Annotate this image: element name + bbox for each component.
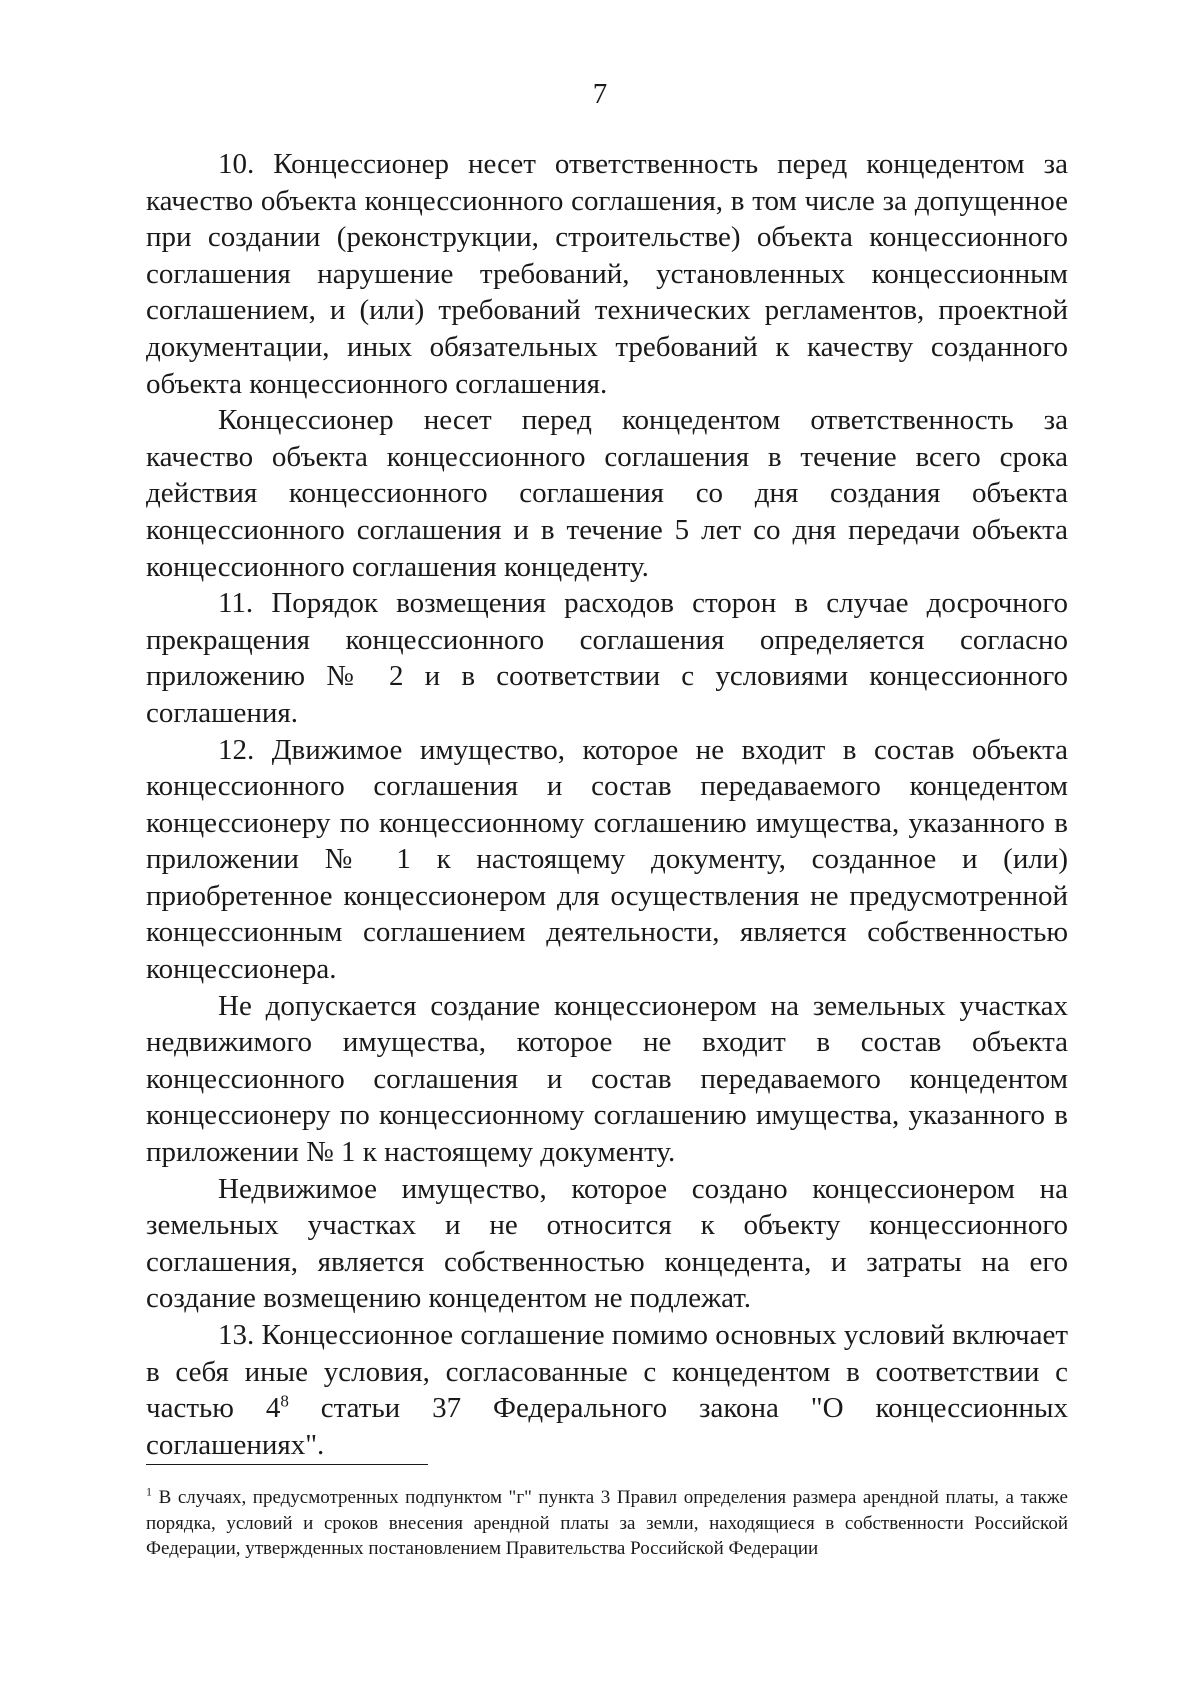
page-number: 7 — [592, 78, 608, 110]
paragraph-10: 10. Концессионер несет ответственность перед концедентом за качество объекта концессионного соглашения, в том числе за допущенное при создании (реконструкции, строительстве) объекта концессионного соглашения нарушение требований, установленных концессионным соглашением, и (или) требований технических регламентов, проектной документации, иных обязательных требований к качеству созданного объекта концессионного соглашения. — [146, 148, 1068, 400]
footnote-mark: 1 — [146, 1484, 152, 1499]
paragraph-13-text-end: статьи 37 Федерального закона "О концессионных соглашениях". — [146, 1392, 1068, 1461]
paragraph-13 — [146, 1317, 1068, 1463]
document-body — [146, 146, 1068, 1463]
footnote — [146, 1485, 1068, 1562]
paragraph-12-continuation-b: Недвижимое имущество, которое создано концессионером на земельных участках и не относится к объекту концессионного соглашения, является собственностью концедента, и затраты на его создание возмещению концедентом не подлежат. — [146, 1172, 1068, 1315]
paragraph-11: 11. Порядок возмещения расходов сторон в случае досрочного прекращения концессионного соглашения определяется согласно приложению № 2 и в соответствии с условиями концессионного соглашения. — [146, 587, 1068, 729]
footnote-divider — [146, 1464, 428, 1465]
paragraph-12: 12. Движимое имущество, которое не входит в состав объекта концессионного соглашения и состав передаваемого концедентом концессионеру по концессионному соглашению имущества, указанного в приложении № 1 к настоящему документу, созданное и (или) приобретенное концессионером для осуществления не предусмотренной концессионным соглашением деятельности, является собственностью концессионера. — [146, 733, 1068, 986]
paragraph-12-continuation-a: Не допускается создание концессионером на земельных участках недвижимого имущества, которое не входит в состав объекта концессионного соглашения и состав передаваемого концедентом концессионеру по концессионному соглашению имущества, указанного в приложении № 1 к настоящему документу. — [146, 989, 1068, 1169]
paragraph-13-text-start: 13. Концессионное соглашение помимо основных условий включает в себя иные условия, согласованные с концедентом в соответствии с частью 4 — [146, 1319, 1068, 1425]
footnote-text: В случаях, предусмотренных подпунктом "г" пункта 3 Правил определения размера арендной платы, а также порядка, условий и сроков внесения арендной платы за земли, находящиеся в собственности Российской Федерации, утвержденных постановлением Правительства Российской Федерации — [146, 1487, 1068, 1559]
superscript-index: 8 — [280, 1391, 289, 1411]
paragraph-10-continuation: Концессионер несет перед концедентом ответственность за качество объекта концессионного соглашения в течение всего срока действия концессионного соглашения со дня создания объекта концессионного соглашения и в течение 5 лет со дня передачи объекта концессионного соглашения концеденту. — [146, 404, 1068, 583]
